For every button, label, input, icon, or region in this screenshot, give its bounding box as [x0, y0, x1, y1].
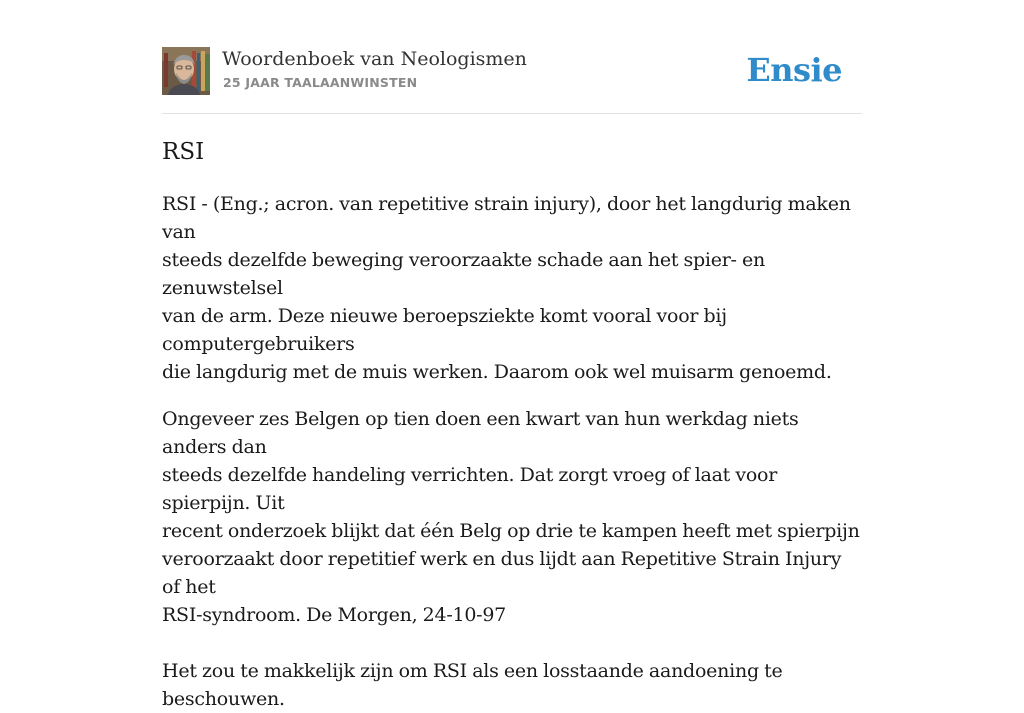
site-title[interactable]: Woordenboek van Neologismen — [222, 48, 527, 70]
header-divider — [162, 113, 862, 114]
entry-content — [162, 136, 862, 713]
site-header — [162, 47, 862, 113]
entry-paragraph: Het zou te makkelijk zijn om RSI als een losstaande aandoening te beschouwen. — [162, 660, 783, 710]
author-avatar[interactable] — [162, 47, 210, 95]
entry-title: RSI — [162, 139, 205, 165]
entry-citation: Ongeveer zes Belgen op tien doen een kwart van hun werkdag niets anders dan steeds dezelfde handeling verrichten. Dat zorgt vroeg of laat voor spierpijn. Uit recent onderzoek blijkt dat één Belg op drie te kampen heeft met spierpijn veroorzaakt door repetitief werk en dus lijdt aan Repetitive Strain Injury of het RSI-syndroom. De Morgen, 24-10-97 — [162, 408, 860, 626]
site-subtitle: 25 JAAR TAALAANWINSTEN — [223, 75, 418, 90]
entry-definition: RSI - (Eng.; acron. van repetitive strain injury), door het langdurig maken van steeds dezelfde beweging veroorzaakte schade aan het spier- en zenuwstelsel van de arm. Deze nieuwe beroepsziekte komt vooral voor bij computergebruikers die langdurig met de muis werken. Daarom ook wel muisarm genoemd. — [162, 193, 851, 383]
ensie-logo[interactable]: Ensie — [746, 51, 842, 89]
